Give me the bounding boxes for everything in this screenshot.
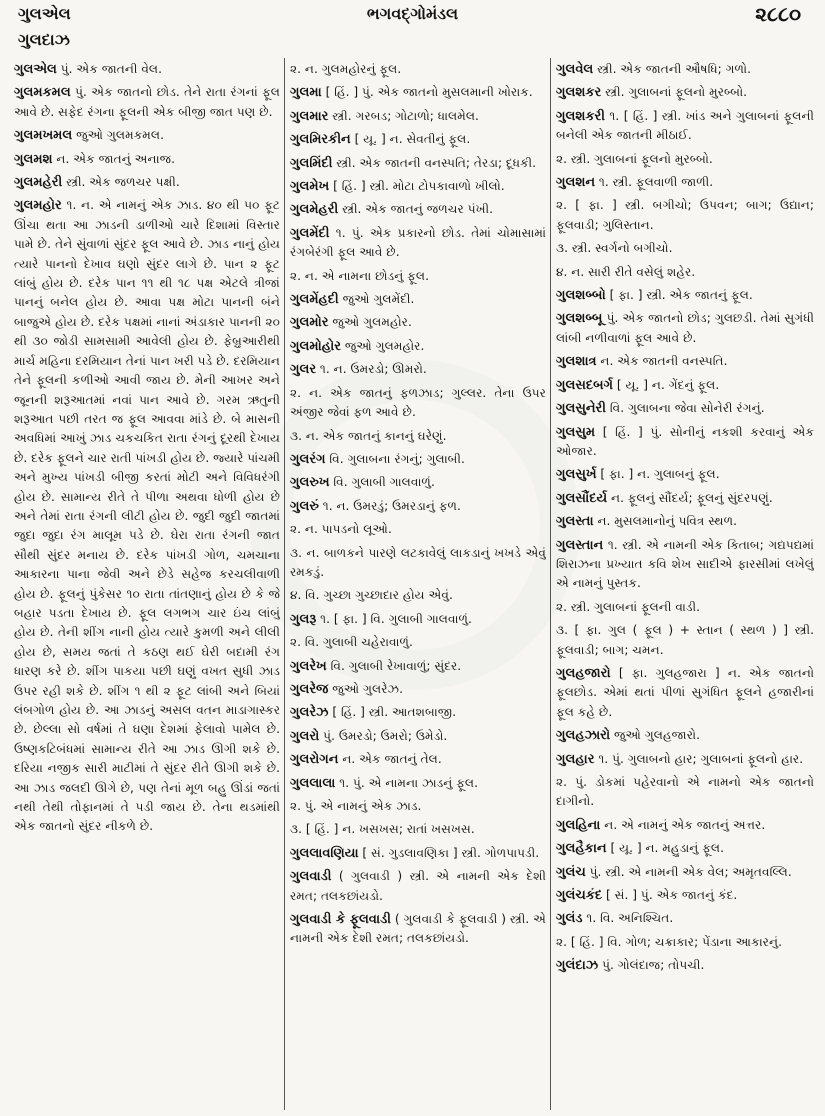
entry-headword: ગુલરોગન: [290, 752, 339, 768]
dictionary-entry: [556, 956, 814, 975]
entry-definition: ૧. ન. ઉમરડો; ઊમરો.: [319, 362, 427, 377]
entry-headword: ગુલમખમલ: [14, 128, 73, 144]
entry-definition: ૧. [ ફા. ] વિ. ગુલાબી ગાલવાળું.: [320, 611, 472, 626]
dictionary-entry: [556, 621, 814, 660]
entry-definition: ૧. વિ. અનિશ્ચિત.: [586, 911, 674, 926]
dictionary-entry: [290, 610, 546, 629]
entry-definition: [ યૂ. ] ન. ગેંદનું ફૂલ.: [616, 377, 720, 392]
dictionary-entry: [290, 177, 546, 196]
entry-definition: ૧. ન. ઉમરડું; ઉમરડાનું ફળ.: [322, 498, 461, 513]
dictionary-entry: [556, 773, 814, 812]
entry-definition: ૩. સ્ત્રી. સ્વર્ગનો બગીચો.: [556, 241, 673, 256]
entry-definition: ૩. [ ફા. ગુલ ( ફૂલ ) + સ્તાન ( સ્થળ ) ] સ્ત્રી. ફૂલવાડી; બાગ; ચમન.: [556, 623, 814, 657]
entry-definition: ૨. ન. ગુલમહોરનું ફૂલ.: [290, 62, 402, 76]
entry-headword: ગુલમોહોર: [290, 338, 341, 354]
entry-definition: [ હિં. ] પું. સોનીનું નકશી કરવાનું એક ઓજાર.: [556, 424, 814, 458]
entry-definition: પું. ઉમરડો; ઉમરો; ઉમેડો.: [323, 728, 448, 743]
entry-definition: પું. એક જાતનો છોડ. તેને રાતા રંગનાં ફૂલ આવે છે. સફેદ રંગના ફૂલની એક બીજી જાત પણ છે.: [14, 85, 280, 119]
dictionary-entry: [556, 536, 814, 594]
entry-headword: ગુલસૌંદર્ય: [556, 490, 608, 506]
entry-definition: [ યૂ. ] ન. મહુડાનું ફૂલ.: [610, 841, 724, 856]
entry-definition: ૧. સ્ત્રી. એ નામની એક કિતાબ; ગદ્યપદ્યમાં શિરાઝના પ્રખ્યાત કવિ શેખ સાદીએ ફારસીમાં લખેલું એ નામનું પુસ્તક.: [556, 537, 814, 591]
dictionary-entry: [290, 797, 546, 816]
column-rule: [284, 58, 285, 1110]
dictionary-entry: [290, 633, 546, 652]
entry-definition: ન. એ નામનું એક જાતનું અત્તર.: [604, 817, 766, 832]
entry-headword: ગુલશકરી: [556, 108, 605, 124]
entry-headword: ગુલંડ: [556, 911, 583, 927]
dictionary-entry: [290, 313, 546, 332]
entry-definition: પું. એક જાતનો છોડ; ગુલછડી. તેમાં સુગંધી લાંબી નળીવાળાં ફૂલ આવે છે.: [556, 311, 814, 345]
dictionary-entry: [290, 774, 546, 793]
entry-definition: [ હિં. ] પું. એક જાતનો મુસલમાની ખોરાક.: [325, 85, 533, 100]
entry-definition: ( ગુલવાડી ) સ્ત્રી. એ નામની એક દેશી રમત; તલકછાંયડો.: [290, 869, 546, 903]
entry-definition: ૨. ન. એક જાતનું ફળઝાડ; ગુલ્લર. તેના ઉપર અંજીર જેવાં ફળ આવે છે.: [290, 385, 546, 420]
entry-headword: ગુલશબ્બો: [556, 288, 606, 304]
dictionary-column-2: [290, 60, 546, 1110]
dictionary-entry: [290, 497, 546, 516]
entry-definition: પું. સ્ત્રી. એ નામની એક વેલ; અમૃતવલ્લિ.: [589, 864, 792, 879]
entry-headword: ગુલમહોર: [14, 198, 62, 214]
column-rule: [550, 58, 551, 1110]
entry-definition: સ્ત્રી. ગુલાબનાં ફૂલનો મુરબ્બો.: [605, 85, 748, 100]
dictionary-entry: [556, 512, 814, 531]
entry-headword: ગુલસુમ: [556, 424, 596, 440]
dictionary-entry: [290, 750, 546, 769]
dictionary-entry: [290, 657, 546, 676]
entry-definition: ૨. સ્ત્રી. ગુલાબનાં ફૂલની વાડી.: [556, 599, 700, 614]
dictionary-entry: [14, 196, 280, 836]
dictionary-entry: [290, 473, 546, 492]
entry-definition: ૧. પું. એ નામના ઝાડનું ફૂલ.: [339, 775, 479, 790]
entry-headword: ગુલહઝારો: [556, 728, 611, 744]
entry-headword: ગુલમશ: [14, 151, 53, 167]
entry-headword: ગુલહિના: [556, 817, 601, 833]
entry-definition: સ્ત્રી. ગરબડ; ગોટાળો; ધાલમેલ.: [332, 108, 479, 123]
entry-definition: વિ. ગુલાબી ગાલવાળું.: [333, 475, 435, 490]
entry-headword: ગુલલાવણિયા: [290, 845, 359, 861]
dictionary-entry: [14, 83, 280, 122]
dictionary-entry: [14, 126, 280, 145]
entry-definition: ૨. [ હિં. ] વિ. ગોળ; ચક્રાકાર; પેંડાના આકારનું.: [556, 934, 782, 949]
entry-headword: ગુલશકર: [556, 85, 602, 101]
entry-definition: પું. ગોલંદાજ; તોપચી.: [602, 958, 705, 973]
entry-headword: ગુલવાડી: [290, 869, 332, 885]
entry-definition: વિ. ગુલાબી રેખાવાળું; સુંદર.: [330, 658, 462, 673]
entry-headword: ગુલરંગ: [290, 451, 326, 467]
entry-headword: ગુલરેખ: [290, 658, 327, 674]
entry-definition: ૩. [ હિં. ] ન. ખસખસ; રાતાં ખસખસ.: [290, 822, 475, 837]
entry-definition: [ સં. ] પું. એક જાતનું કંદ.: [606, 888, 738, 903]
entry-definition: જુઓ ગુલમહોર.: [332, 315, 412, 330]
dictionary-entry: [290, 130, 546, 149]
entry-definition: ૩. ન. એક જાતનું કાનનું ઘરેણું.: [290, 428, 447, 443]
dictionary-entry: [556, 816, 814, 835]
entry-headword: ગુલમેહરી: [290, 202, 339, 218]
entry-headword: ગુલરેઝ: [290, 705, 329, 721]
dictionary-entry: [290, 520, 546, 539]
entry-definition: ( ગુલવાડી કે ફૂલવાડી ) સ્ત્રી. એ નામની એક દેશી રમત; તલકછાંયડો.: [290, 912, 546, 946]
dictionary-column-1: [14, 60, 280, 1110]
dictionary-entry: [556, 286, 814, 305]
dictionary-column-3: [556, 60, 814, 1110]
entry-definition: ૨. વિ. ગુલાબી ચહેરાવાળું.: [290, 635, 413, 650]
entry-definition: [ યૂ. ] ન. સેવતીનું ફૂલ.: [354, 132, 471, 147]
page-header: [0, 0, 825, 60]
entry-definition: ૨. ન. પાપડનો લૂઓ.: [290, 522, 392, 537]
dictionary-entry: [290, 586, 546, 605]
entry-definition: ૨. સ્ત્રી. ગુલાબનાં ફૂલનો મુરબ્બો.: [556, 151, 713, 166]
entry-definition: [ ફા. ] ન. ગુલાબનું ફૂલ.: [600, 467, 720, 482]
entry-headword: ગુલરુખ: [290, 475, 330, 491]
entry-definition: [ ફા. ] સ્ત્રી. એક જાતનું ફૂલ.: [609, 288, 753, 303]
entry-definition: [ હિં. ] સ્ત્રી. આતશબાજી.: [332, 705, 457, 720]
dictionary-entry: [556, 726, 814, 745]
entry-definition: [ હિં. ] સ્ત્રી. મોટા ટોપકાવાળો ખીલો.: [333, 179, 505, 194]
entry-definition: સ્ત્રી. એક જાતની વનસ્પતિ; તેરડા; દૂધકી.: [336, 155, 537, 170]
entry-headword: ગુલસ્તા: [556, 514, 594, 530]
entry-definition: ન. ફૂલનું સૌંદર્ય; ફૂલનું સુંદરપણું.: [610, 490, 773, 505]
entry-definition: જુઓ ગુલહજારો.: [614, 728, 700, 743]
entry-definition: ૧. ન. એ નામનું એક ઝાડ. ૪૦ થી ૫૦ ફૂટ ઊંચા થતા આ ઝાડની ડાળીઓ ચારે દિશામાં વિસ્તાર પામે છે. તેને સુંવાળાં સુંદર ફૂલ આવે છે. ઝાડ નાનું હોય ત્યારે પાનનો દેખાવ ઘણો સુંદર લાગે છે. પાન ૨ ફૂટ લાંબું હોય છે. દરેક પાન ૧૧ થી ૧૮ પક્ષ એટલે ત્રીજાં પાનનું બનેલ હોય છે. આવા પક્ષ મોટા પાનની બંને બાજુએ હોય છે. દરેક પક્ષમાં નાનાં અંડાકાર પાનની ૨૦ થી ૩૦ જોડી સામસામી આવેલી હોય છે. ફેબ્રુઆરીથી માર્ચ મહિના દરમિયાન તેનાં પાન ખરી પડે છે. દરમિયાન તેને ફૂલની કળીઓ આવી જાય છે. મેની આખર અને જૂનની શરૂઆતમાં નવાં પાન આવે છે. ગરમ ઋતુની શરૂઆત પછી તરત જ ફૂલ આવવા માંડે છે. બે માસની અવધિમાં આખું ઝાડ ચકચકિત રાતા રંગનું દૂરથી દેખાય છે. દરેક ફૂલને ચાર રાતી પાંખડી હોય છે. જ્યારે પાંચમી અને મુખ્ય પાંખડી બીજી કરતાં મોટી અને વિવિધરંગી હોય છે. સામાન્ય રીતે તે પીળા અથવા ધોળી હોય છે અને તેમાં રાતા રંગની લીટી હોય છે. જુદી જુદી જાતમાં જુદા જુદા રંગ માલૂમ પડે છે. ઘેરા રાતા રંગની જાત સૌથી સુંદર મનાય છે. દરેક પાંખડી ગોળ, ચમચાના આકારના પાના જેવી અને છેડે સહેજ કરચલીવાળી હોય છે. ફૂલનું પુંકેસર ૧૦ રાતા તાંતણાનું હોય છે કે જે બહાર પડતા દેખાય છે. ફૂલ લગભગ ચાર ઇંચ લાંબું હોય છે. તેની શીંગ નાની હોય ત્યારે કુમળી અને લીલી હોય છે, સમય જતાં તે કઠણ થઈ ઘેરી બદામી રંગ ધારણ કરે છે. શીંગ પાકયા પછી ઘણું વખત સુધી ઝાડ ઉપર રહી શકે છે. શીંગ ૧ થી ૨ ફૂટ લાંબી અને બિયાં લંબગોળ હોય છે. આ ઝાડનું અસલ વતન માડાગાસ્કર છે. છેલ્લા સો વર્ષમાં તે ઘણા દેશમાં ફેલાવો પામેલ છે. ઉષ્ણકટિબંધમાં સામાન્ય રીતે આ ઝાડ ઊગી શકે છે. દરિયા નજીક સારી માટીમાં તે સુંદર રીતે ઊગી શકે છે. આ ઝાડ જલદી ઊગે છે, પણ તેનાં મૂળ બહુ ઊંડાં જતાં નથી તેથી તોફાનમાં તે પડી જાય છે. તેના થડમાંથી એક જાતનો સુંદર નીકળે છે.: [14, 198, 280, 834]
entry-headword: ગુલમેંદી: [290, 225, 330, 241]
dictionary-entry: [290, 427, 546, 446]
dictionary-entry: [556, 352, 814, 371]
dictionary-entry: [290, 820, 546, 839]
entry-headword: ગુલમા: [290, 85, 322, 101]
entry-headword: ગુલસુનેરી: [556, 401, 606, 417]
entry-definition: સ્ત્રી. એક જાતનું જળચર પંખી.: [342, 202, 493, 217]
entry-headword: ગુલહાર: [556, 751, 595, 767]
entry-headword: ગુલહજારો: [556, 665, 611, 681]
entry-headword: ગુલમાર: [290, 108, 329, 124]
entry-headword: ગુલસદબર્ગ: [556, 377, 614, 393]
dictionary-entry: [290, 727, 546, 746]
dictionary-entry: [14, 150, 280, 169]
entry-headword: ગુલસ્તાન: [556, 537, 604, 553]
entry-definition: જુઓ ગુલમકમલ.: [76, 128, 164, 143]
entry-definition: ૩. ન. બાળકને પારણે લટકાવેલું લાકડાનું ખખડે એવું રમકડું.: [290, 545, 546, 579]
entry-headword: ગુલવેલ: [556, 62, 594, 77]
dictionary-entry: [290, 867, 546, 906]
entry-headword: ગુલમહેરી: [14, 175, 63, 191]
dictionary-entry: [556, 750, 814, 769]
dictionary-entry: [290, 450, 546, 469]
page-number: ૨૮૮૦: [755, 2, 801, 26]
entry-headword: ગુલસુર્ખ: [556, 467, 597, 483]
entry-headword: ગુલશન: [556, 175, 596, 191]
dictionary-entry: [556, 150, 814, 169]
entry-headword: ગુલંચ: [556, 864, 586, 880]
entry-definition: ૨. [ ફા. ] સ્ત્રી. બગીચો; ઉપવન; બાગ; ઉદ્યાન; ફૂલવાડી; ગુલિસ્તાન.: [556, 198, 814, 232]
dictionary-entry: [290, 290, 546, 309]
dictionary-entry: [290, 200, 546, 219]
dictionary-entry: [556, 263, 814, 282]
dictionary-entry: [556, 598, 814, 617]
dictionary-entry: [290, 844, 546, 863]
dictionary-entry: [290, 384, 546, 423]
entry-headword: ગુલમિંદી: [290, 155, 333, 171]
dictionary-entry: [290, 544, 546, 583]
dictionary-entry: [14, 173, 280, 192]
dictionary-entry: [556, 863, 814, 882]
entry-definition: ન. એક જાતનું તેલ.: [342, 752, 442, 767]
dictionary-entry: [290, 60, 546, 79]
entry-headword: ગુલર: [290, 362, 317, 378]
dictionary-entry: [556, 173, 814, 192]
dictionary-entry: [14, 60, 280, 79]
entry-definition: ૧. [ હિં. ] સ્ત્રી. ખાંડ અને ગુલાબનાં ફૂલની બનેલી એક જાતની મીઠાઈ.: [556, 108, 814, 143]
entry-definition: વિ. ગુલાબના રંગનું; ગુલાબી.: [329, 451, 465, 466]
entry-headword: ગુલરું: [290, 498, 319, 514]
entry-definition: ૧. પું. એક પ્રકારનો છોડ. તેમાં ચોમાસામાં રંગબેરંગી ફૂલ આવે છે.: [290, 225, 546, 260]
running-title: ભગવદ્ગોમંડલ: [366, 4, 459, 23]
entry-headword: ગુલલાલા: [290, 775, 336, 791]
dictionary-entry: [556, 909, 814, 928]
entry-definition: જુઓ ગુલમેંદી.: [342, 292, 415, 307]
dictionary-entry: [290, 680, 546, 699]
entry-headword: ગુલરેજ: [290, 681, 329, 697]
dictionary-entry: [556, 60, 814, 79]
dictionary-entry: [556, 886, 814, 905]
dictionary-entry: [556, 423, 814, 462]
entry-definition: જુઓ ગુલમહોર.: [344, 338, 425, 353]
dictionary-entry: [290, 360, 546, 379]
dictionary-entry: [556, 933, 814, 952]
dictionary-entry: [556, 376, 814, 395]
dictionary-entry: [556, 196, 814, 235]
entry-definition: ૨. પું. ડોકમાં પહેરવાનો એ નામનો એક જાતનો દાગીનો.: [556, 775, 814, 809]
dictionary-entry: [556, 239, 814, 258]
entry-definition: સ્ત્રી. એક જળચર પક્ષી.: [66, 175, 180, 190]
entry-definition: ૧. પું. ગુલાબનો હાર; ગુલાબનાં ફૂલનો હાર.: [598, 751, 804, 766]
dictionary-entry: [556, 399, 814, 418]
entry-definition: જુઓ ગુલરેઝ.: [332, 681, 404, 696]
entry-headword: ગુલવાડી કે ફૂલવાડી: [290, 912, 391, 928]
entry-headword: ગુલહૈકાન: [556, 841, 607, 857]
entry-headword: ગુલએલ: [14, 62, 57, 77]
entry-headword: ગુલરૂ: [290, 611, 317, 627]
entry-definition: ન. એક જાતની વનસ્પતિ.: [600, 354, 728, 369]
dictionary-entry: [290, 83, 546, 102]
entry-definition: વિ. ગુલાબના જેવા સોનેરી રંગનું.: [609, 401, 765, 416]
dictionary-entry: [290, 337, 546, 356]
entry-headword: ગુલંદાઝ: [556, 958, 599, 974]
entry-definition: ન. એક જાતનું અનાજ.: [56, 151, 175, 166]
entry-headword: ગુલંચકંદ: [556, 888, 603, 904]
dictionary-entry: [556, 465, 814, 484]
entry-definition: ૨. ન. એ નામના છોડનું ફૂલ.: [290, 268, 429, 283]
entry-headword: ગુલમિરકીન: [290, 132, 351, 148]
dictionary-entry: [556, 107, 814, 146]
dictionary-entry: [290, 267, 546, 286]
entry-definition: ૧. સ્ત્રી. ફૂલવાળી જાળી.: [598, 175, 714, 190]
entry-headword: ગુલમોર: [290, 315, 329, 331]
dictionary-entry: [556, 489, 814, 508]
entry-definition: ૨. પું. એ નામનું એક ઝાડ.: [290, 799, 422, 813]
dictionary-entry: [290, 910, 546, 949]
entry-headword: ગુલમેંહદી: [290, 292, 339, 308]
guide-word-first: ગુલએલ: [18, 4, 71, 23]
entry-definition: ન. મુસલમાનોનું પવિત્ર સ્થળ.: [597, 514, 738, 529]
entry-definition: [ સં. ગુડલાવણિકા ] સ્ત્રી. ગોળપાપડી.: [362, 845, 540, 860]
entry-headword: ગુલશાત્ર: [556, 354, 597, 370]
entry-headword: ગુલરો: [290, 728, 320, 744]
entry-definition: પું. એક જાતની વેલ.: [60, 62, 163, 76]
entry-headword: ગુલમેખ: [290, 179, 330, 195]
dictionary-entry: [556, 839, 814, 858]
entry-definition: સ્ત્રી. એક જાતની ઔષધિ; ગળો.: [597, 62, 751, 76]
dictionary-entry: [290, 224, 546, 263]
entry-definition: [ ફા. ગુલહજારા ] ન. એક જાતનો ફૂલછોડ. એમાં થતાં પીળાં સુગંધિત ફૂલને હજારીનાં ફૂલ કહે છે.: [556, 665, 814, 719]
dictionary-entry: [556, 664, 814, 722]
dictionary-entry: [290, 154, 546, 173]
dictionary-entry: [556, 309, 814, 348]
entry-definition: ૪. વિ. ગુચ્છા ગુચ્છાદાર હોય એવું.: [290, 588, 453, 603]
entry-headword: ગુલશબ્બૂ: [556, 311, 603, 327]
dictionary-entry: [290, 107, 546, 126]
entry-headword: ગુલમકમલ: [14, 85, 71, 101]
guide-word-last: ગુલદાઝ: [18, 30, 70, 49]
dictionary-entry: [556, 83, 814, 102]
entry-definition: ૪. ન. સારી રીતે વસેલું શહેર.: [556, 264, 696, 279]
dictionary-entry: [290, 703, 546, 722]
